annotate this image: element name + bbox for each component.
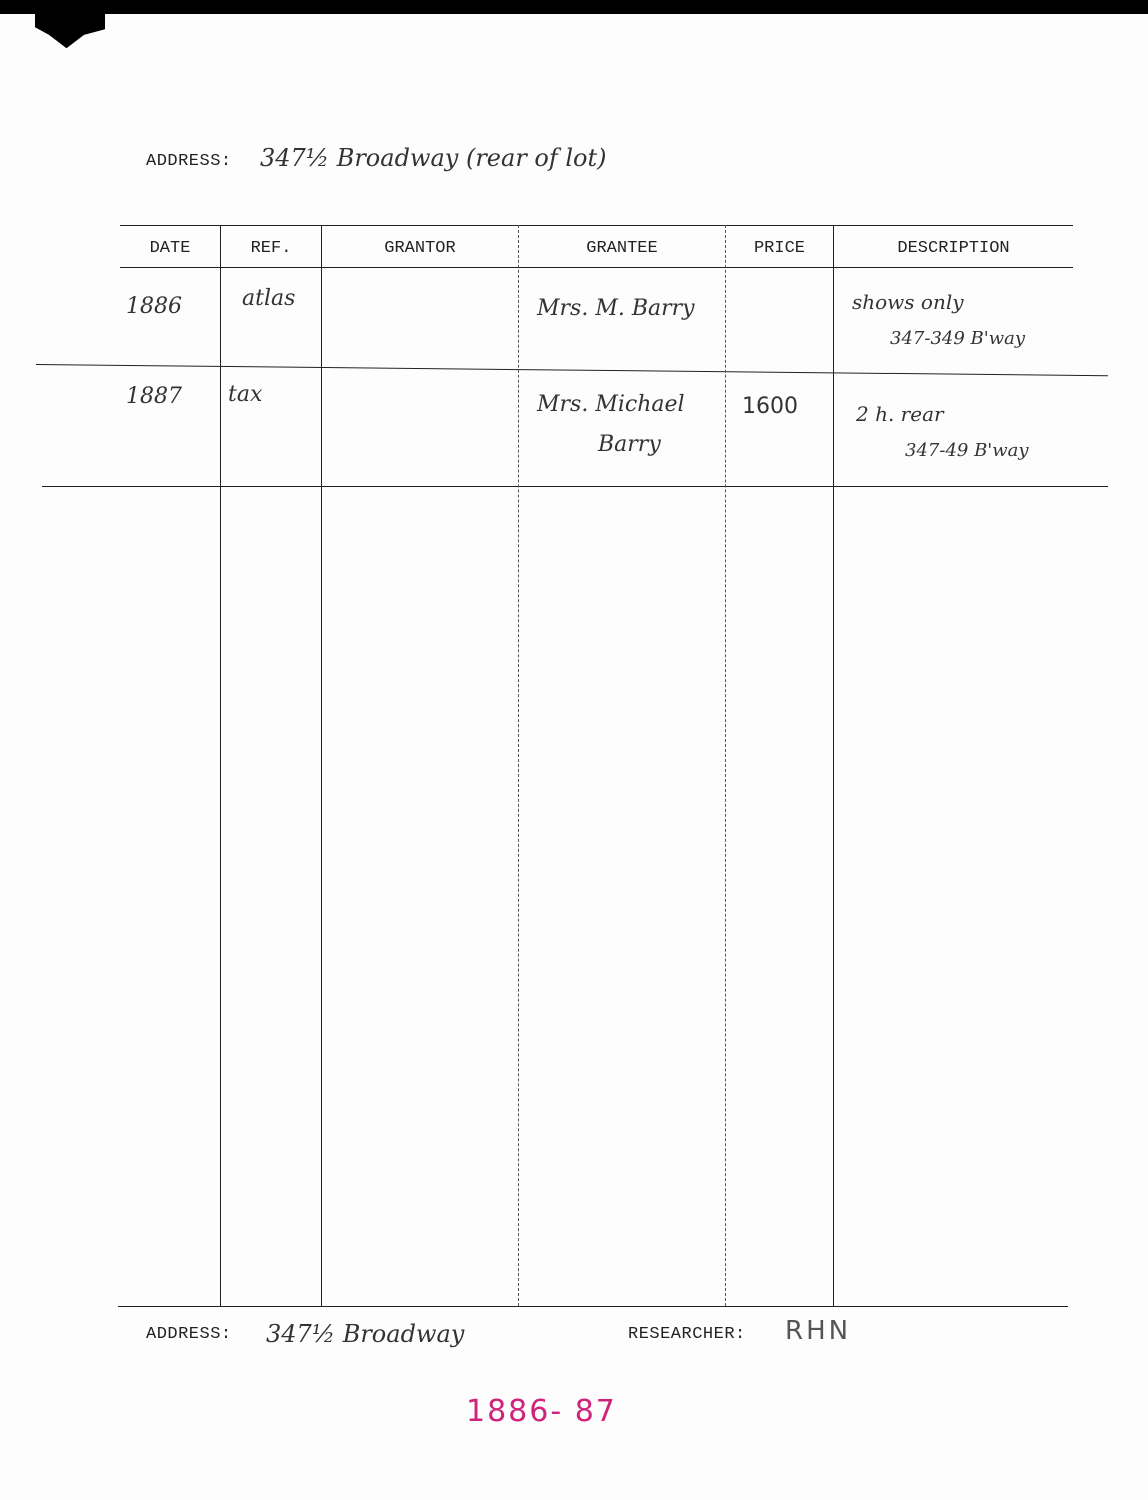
footer-address-label: ADDRESS:	[146, 1325, 232, 1344]
date-range-stamp: 1886- 87	[466, 1394, 617, 1429]
col-divider-date	[220, 225, 221, 1306]
row-2-price: 1600	[742, 394, 798, 419]
col-header-grantor: GRANTOR	[384, 239, 456, 258]
row-1-date: 1886	[126, 294, 182, 319]
col-divider-grantor	[518, 225, 519, 1306]
footer-researcher-label: RESEARCHER:	[628, 1325, 746, 1344]
col-divider-price	[833, 225, 834, 1306]
row-2-grantee-line1: Mrs. Michael	[537, 392, 685, 417]
header-address-label: ADDRESS:	[146, 152, 232, 171]
row-2-rule	[42, 486, 1108, 487]
col-header-price: PRICE	[753, 239, 805, 258]
row-2-description-line1: 2 h. rear	[856, 402, 944, 426]
record-sheet	[0, 14, 1148, 1500]
row-1-rule	[36, 364, 1108, 376]
col-header-grantee: GRANTEE	[586, 239, 658, 258]
row-2-description-line2: 347-49 B'way	[905, 440, 1029, 461]
row-2-date: 1887	[126, 384, 182, 409]
row-1-description-line1: shows only	[852, 290, 964, 314]
col-header-description: DESCRIPTION	[897, 239, 1010, 258]
table-top-rule	[120, 225, 1073, 226]
footer-researcher-value: RHN	[785, 1316, 852, 1346]
row-1-description-line2: 347-349 B'way	[890, 328, 1025, 349]
col-header-ref: REF.	[250, 239, 292, 258]
footer-address-value: 347½ Broadway	[266, 1320, 465, 1348]
table-bottom-rule	[118, 1306, 1068, 1307]
torn-corner	[35, 14, 105, 52]
row-1-ref: atlas	[242, 286, 296, 311]
row-2-grantee-line2: Barry	[598, 432, 661, 457]
header-address-value: 347½ Broadway (rear of lot)	[260, 144, 607, 172]
col-divider-grantee	[725, 225, 726, 1306]
header-bottom-rule	[120, 267, 1073, 268]
row-1-grantee: Mrs. M. Barry	[537, 296, 695, 321]
col-header-date: DATE	[149, 239, 191, 258]
row-2-ref: tax	[228, 382, 263, 407]
col-divider-ref	[321, 225, 322, 1306]
